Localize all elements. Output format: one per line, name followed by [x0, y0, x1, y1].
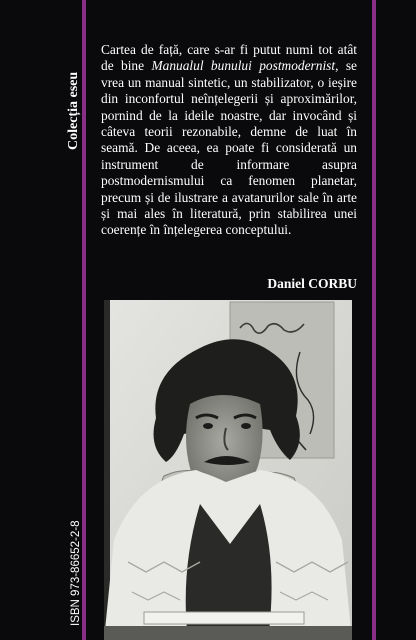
spine-divider-rule [82, 0, 86, 640]
series-title: Colecția eseu [66, 71, 81, 150]
blurb-body: , se vrea un manual sintetic, un stabilizator, o ieșire din inconfortul neînțelegerii și aproximărilor, pornind de la ideile noastre, dar invocând și câteva teorii rezonabile, demne de luat în seamă. De aceea, ea poate fi considerată un instrument de informare asupra postmodernismului ca fenomen planetar, precum și de ilustrare a avatarurilor sale în arte și mai ales în literatură, prin stabilirea unei coerențe în înțelegerea conceptului. [101, 58, 357, 238]
edge-divider-rule [372, 0, 376, 640]
author-signature: Daniel CORBU [267, 276, 357, 291]
author-photo [104, 300, 352, 640]
blurb-book-title: Manualul bunului postmodernist [151, 58, 336, 74]
blurb-lead: Cartea de față, care s-ar fi putut numi tot atât de bine [101, 42, 357, 74]
author-photo-drawing [104, 300, 352, 640]
isbn-label: ISBN 973-86652-2-8 [70, 520, 82, 626]
back-cover-blurb [101, 42, 357, 239]
